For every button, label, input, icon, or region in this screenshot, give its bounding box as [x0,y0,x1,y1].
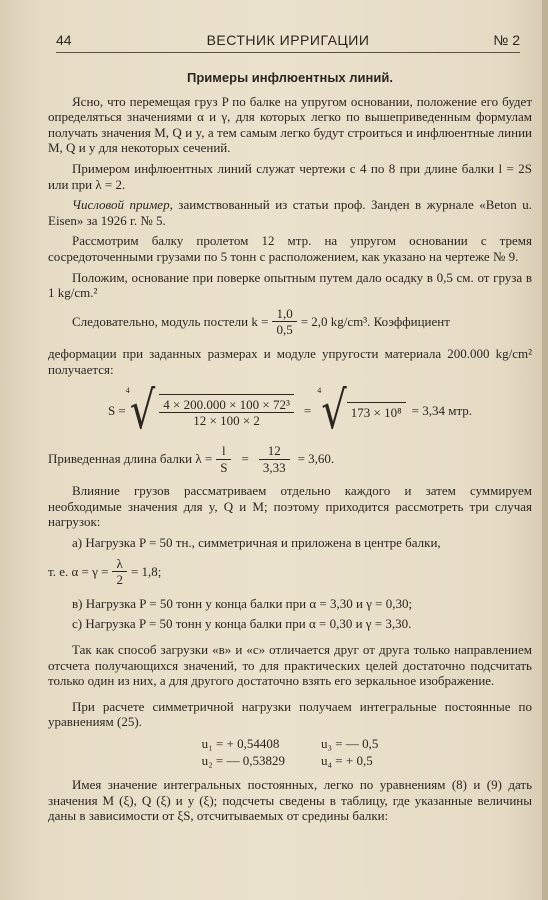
lambda-numerator-2: 12 [267,443,281,459]
s-denominator: 12 × 100 × 2 [193,413,260,429]
lambda-fraction-1 [216,443,231,475]
root-index-2: 4 [317,386,322,396]
paragraph-3-text: заимствованный из статьи проф. Занден в журнале «Beton u. Eisen» за 1926 г. № 5. [48,197,532,228]
k-suffix: = 2,0 kg/cm³. Коэффициент [300,314,450,330]
case-a2-result: = 1,8; [130,563,162,579]
lambda-numerator-1: l [222,443,226,459]
s-fraction [159,394,294,429]
root-index-1: 4 [125,386,130,396]
k-fraction [272,306,296,338]
journal-title: ВЕСТНИК ИРРИГАЦИИ [206,32,370,48]
paragraph-1: Ясно, что перемещая груз P по балке на упругом основании, положение его будет определяться значениями α и γ, для которых легко по вышеприведенным формулам получать значения M, Q и y, а тем самым легко будут строиться и инфлюентные линии M, Q и y для некоторых сечений. [48,93,532,156]
k-denominator: 0,5 [276,322,293,338]
case-a2-numerator: λ [116,555,123,571]
s-root-2: 173 × 10⁸ [347,402,406,421]
s-equals: = [303,403,312,419]
k-numerator: 1,0 [276,305,293,321]
article-body [48,64,532,829]
case-a2-denominator: 2 [116,572,123,588]
case-b: в) Нагрузка P = 50 тонн у конца балки при α = 3,30 и γ = 0,30; [72,595,413,611]
lambda-fraction-2 [259,443,290,475]
u-column-left [202,735,285,769]
formula-s [48,381,532,441]
lambda-prefix: Приведенная длина балки λ = [48,451,213,467]
u3-value: u₃ = — 0,5 [321,736,379,751]
formula-lambda [48,443,532,475]
lambda-denominator-1: S [220,459,228,475]
u-column-right [321,735,378,769]
s-result: = 3,34 мтр. [411,403,473,419]
radical-sign-2: √ [321,381,347,441]
integral-constants [48,735,532,769]
running-header [56,32,520,54]
issue-number: № 2 [493,32,520,48]
u1-value: u₁ = + 0,54408 [201,736,280,751]
lambda-result: = 3,60. [297,451,335,467]
paragraph-3 [48,197,532,228]
u4-value: u₄ = + 0,5 [321,753,373,768]
formula-k [72,306,532,338]
paragraph-10: Имея значение интегральных постоянных, легко по уравнениям (8) и (9) дать значения M (ξ), Q (ξ) и y (ξ); подсчеты сведены в таблицу, где указанные величины даны в зависимости от ξS, отсчитываемых от средины балки: [48,777,532,824]
paragraph-5: Положим, основание при поверке опытным путем дало осадку в 0,5 см. от груза в 1 kg/cm.² [48,269,532,301]
page-number: 44 [56,32,72,48]
paragraph-6: деформации при заданных размерах и модуле упругости материала 200.000 kg/cm² получается: [48,345,532,377]
k-prefix: Следовательно, модуль постели k = [72,314,269,330]
header-rule [56,52,520,53]
u2-value: u₂ = — 0,53829 [201,753,285,768]
s-numerator: 4 × 200.000 × 100 × 72³ [163,396,290,412]
paragraph-2: Примером инфлюентных линий служат чертежи с 4 по 8 при длине балки l = 2S или при λ = 2. [48,160,532,192]
s-lhs: S = [107,403,126,419]
paragraph-4: Рассмотрим балку пролетом 12 мтр. на упругом основании с тремя сосредоточенными грузами по 5 тонн с расположением, как указано на чертеже № 9. [48,233,532,264]
case-a: a) Нагрузка P = 50 тн., симметричная и приложена в центре балки, [72,535,441,551]
lambda-equals: = [241,451,249,467]
paragraph-9: При расчете симметричной нагрузки получаем интегральные постоянные по уравнениям (25). [48,698,532,730]
radical-sign-1: √ [129,381,156,441]
paragraph-8: Так как способ загрузки «в» и «с» отличается друг от друга только направлением отсчета получающихся значений, то для практических целей достаточно подсчитать только один из них, а для другого достаточно взять его зеркальное изображение. [48,642,532,689]
paragraph-7: Влияние грузов рассматриваем отдельно каждого и затем суммируем необходимые значения для y, Q и M; поэтому приходится рассмотреть три случая нагрузок: [48,483,532,530]
formula-case-a [48,556,532,588]
section-title: Примеры инфлюентных линий. [187,70,393,85]
italic-lead: Числовой пример, [72,197,173,213]
lambda-denominator-2: 3,33 [262,459,286,475]
case-c: c) Нагрузка P = 50 тонн у конца балки при α = 0,30 и γ = 3,30. [72,616,412,632]
case-a2-fraction [112,556,127,588]
page-edge [542,0,548,900]
case-a2-prefix: т. е. α = γ = [48,563,109,579]
